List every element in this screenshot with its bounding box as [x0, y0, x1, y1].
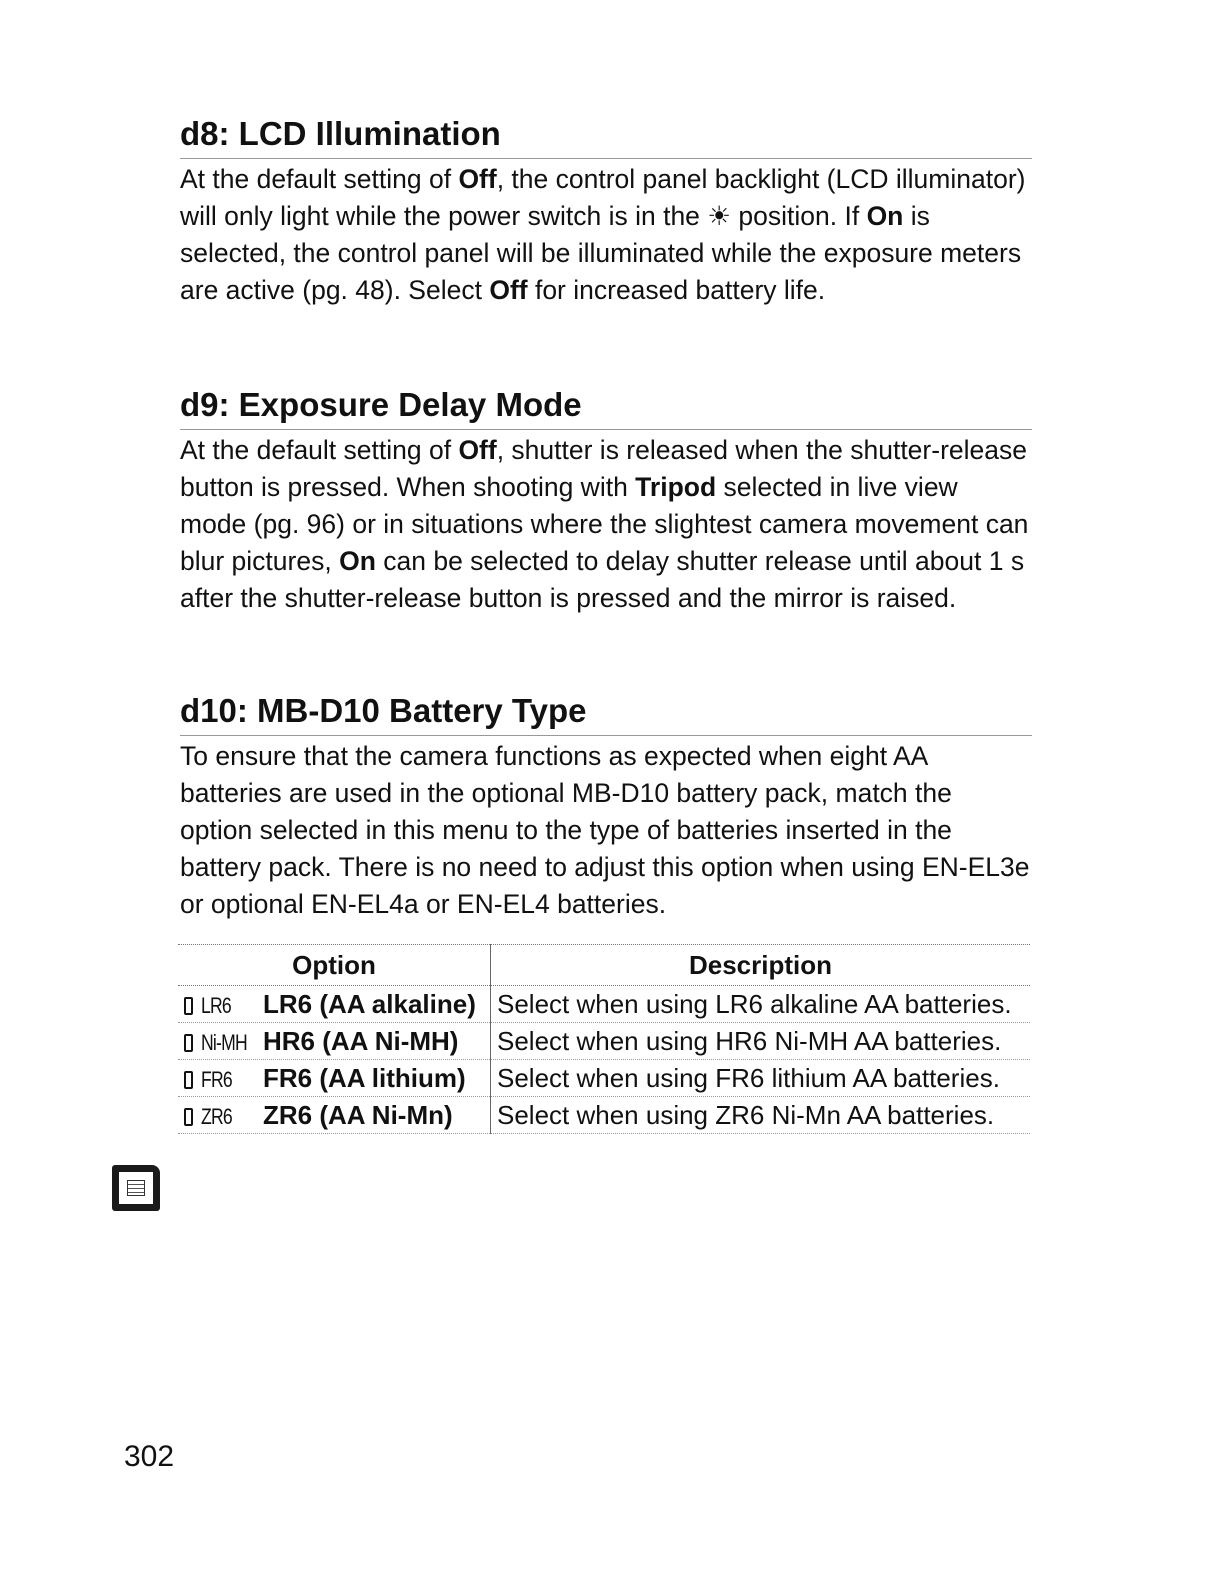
option-cell: [178, 1023, 491, 1060]
section-body: [180, 432, 1030, 617]
table-row: [178, 986, 1030, 1023]
battery-code: FR6: [201, 1066, 232, 1092]
text-run: , shutter is released when the shutter-release button is pressed. When shooting with: [180, 435, 1027, 502]
bold-term: Off: [458, 435, 497, 465]
section-d9: [180, 385, 1032, 617]
header-option: Option: [178, 945, 491, 986]
section-body: [180, 161, 1030, 309]
section-d10: [180, 691, 1032, 923]
section-title: d8: LCD Illumination: [180, 114, 1032, 159]
battery-icon: [184, 997, 193, 1015]
battery-icon: [184, 1108, 193, 1126]
bold-term: Tripod: [635, 472, 717, 502]
option-cell: [178, 1060, 491, 1097]
table-row: [178, 1060, 1030, 1097]
option-cell: [178, 1097, 491, 1134]
table-row: [178, 1097, 1030, 1134]
description-cell: Select when using FR6 lithium AA batteries.: [491, 1060, 1031, 1097]
table-row: [178, 1023, 1030, 1060]
battery-icon: [184, 1034, 193, 1052]
text-run: , the control panel backlight (LCD illuminator) will only light while the power switch is in the ☀ position. If: [180, 164, 1026, 231]
option-label: HR6 (AA Ni-MH): [263, 1025, 459, 1056]
option-cell: [178, 986, 491, 1023]
option-label: FR6 (AA lithium): [263, 1062, 466, 1093]
text-run: At the default setting of: [180, 164, 459, 194]
bold-term: Off: [489, 275, 528, 305]
bold-term: On: [866, 201, 904, 231]
battery-code: ZR6: [201, 1103, 232, 1129]
bold-term: Off: [458, 164, 497, 194]
header-description: Description: [491, 945, 1031, 986]
battery-code: LR6: [201, 992, 231, 1018]
section-title: d9: Exposure Delay Mode: [180, 385, 1032, 430]
bold-term: On: [339, 546, 376, 576]
option-label: LR6 (AA alkaline): [263, 988, 476, 1019]
section-title: d10: MB-D10 Battery Type: [180, 691, 1032, 736]
text-run: selected in live view mode (pg. 96) or in situations where the slightest camera movement can blur pictures,: [180, 472, 1029, 576]
text-run: is selected, the control panel will be illuminated while the exposure meters are active (pg. 48). Select: [180, 201, 1022, 305]
battery-icon: [184, 1071, 193, 1089]
text-run: At the default setting of: [180, 435, 459, 465]
text-run: To ensure that the camera functions as expected when eight AA batteries are used in the optional MB-D10 battery pack, match the option selected in this menu to the type of batteries inserted in the battery pack. There is no need to adjust this option when using EN-EL3e or optional EN-EL4a or EN-EL4 batteries.: [180, 741, 1030, 919]
text-run: can be selected to delay shutter release until about 1 s after the shutter-release button is pressed and the mirror is raised.: [180, 546, 1025, 613]
page-number: 302: [124, 1440, 175, 1473]
description-cell: Select when using LR6 alkaline AA batteries.: [491, 986, 1031, 1023]
section-body: [180, 738, 1030, 923]
text-run: for increased battery life.: [527, 275, 826, 305]
description-cell: Select when using ZR6 Ni-Mn AA batteries.: [491, 1097, 1031, 1134]
option-label: ZR6 (AA Ni-Mn): [263, 1099, 453, 1130]
battery-type-table: [178, 944, 1030, 1134]
section-d8: [180, 114, 1032, 309]
description-cell: Select when using HR6 Ni-MH AA batteries.: [491, 1023, 1031, 1060]
custom-settings-menu-icon: [112, 1165, 160, 1211]
battery-code: Ni-MH: [201, 1029, 247, 1055]
